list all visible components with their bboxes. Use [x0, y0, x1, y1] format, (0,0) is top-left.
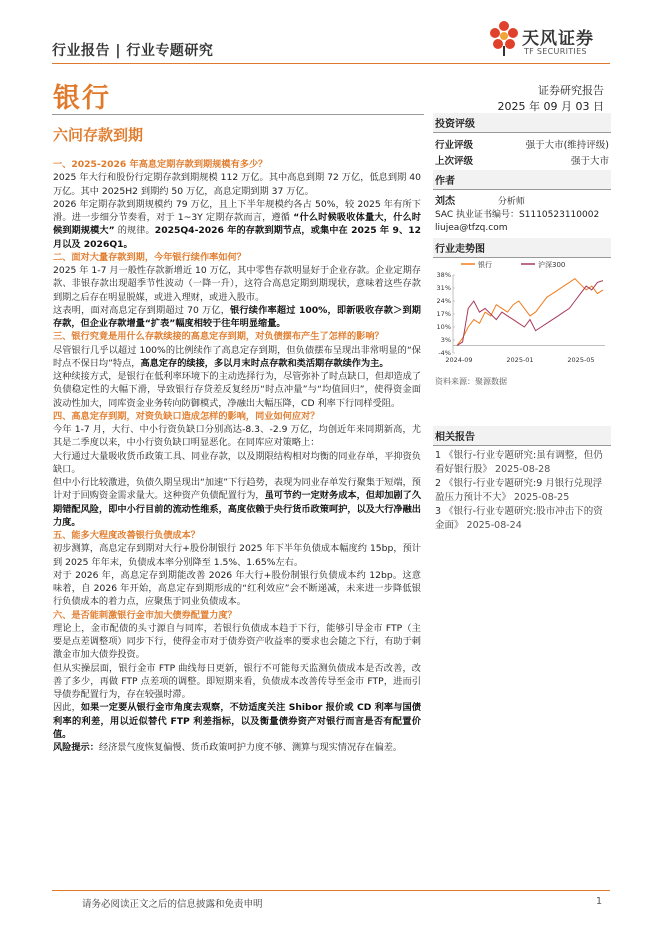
- y-tick-label: 17%: [436, 310, 451, 318]
- body-paragraph: 这种续接方式，是银行在低利率环境下的主动选择行为，尽管弥补了时点缺口，但却造成了负债稳定性的大幅下滑，导致银行存贷差反复经历“时点冲量”与“均值回归”，使得资金面波动性加大，同库资金业务转向防御模式，净融出大幅压降，CD 利率下行同样受阻。: [53, 371, 421, 409]
- body-paragraph: [53, 304, 421, 331]
- body-paragraph: [53, 701, 421, 741]
- legend-label: 银行: [478, 261, 492, 269]
- author-block: [433, 170, 611, 235]
- chart-source: 资料来源：聚源数据: [435, 377, 507, 386]
- trend-header: 行业走势图: [433, 238, 611, 258]
- header-divider: [52, 63, 610, 64]
- report-category: 行业报告 | 行业专题研究: [52, 43, 214, 59]
- section-heading: 二、面对大量存款到期，今年银行续作率如何？: [53, 251, 246, 263]
- body-paragraph: [53, 344, 421, 371]
- body-paragraph: [53, 476, 421, 529]
- author-header: 作者: [433, 170, 611, 190]
- logo-name: 天风证券: [522, 29, 594, 49]
- section-heading: 三、银行究竟是用什么存款续接的高息定存到期，对负债摆布产生了怎样的影响？: [53, 331, 384, 343]
- emphasis-text: 银行续作率超过 100%，即新吸收存款＞到期存款，但企业存款增量“扩表”幅度相较于往年明显缩量。: [53, 304, 421, 329]
- related-header: 相关报告: [433, 426, 611, 446]
- rating-value: 强于大市: [570, 156, 609, 167]
- related-block: [433, 426, 611, 533]
- author-email[interactable]: liujea@tfzq.com: [435, 223, 508, 233]
- rating-row-previous: [433, 152, 611, 168]
- x-tick-label: 2025-05: [567, 356, 595, 364]
- report-type: 证券研究报告: [538, 84, 604, 97]
- page-title: 六问存款到期: [53, 126, 144, 144]
- x-tick-label: 2024-09: [445, 356, 473, 364]
- footer-disclaimer: 请务必阅读正文之后的信息披露和免责申明: [82, 899, 263, 910]
- paragraph-text: 2026 年定期存款到期规模约 79 万亿，且上下半年规模约各占 50%，较 2025 年有所下滑。进一步细分节奏看，对于 1~3Y 定期存款而言，遵循: [53, 198, 421, 223]
- report-body: [53, 158, 421, 754]
- related-report[interactable]: 2 《银行-行业专题研究:9 月银行兑现浮盈压力预计不大》 2025-08-25: [435, 478, 603, 503]
- body-paragraph: [53, 741, 421, 754]
- rating-header: 投资评级: [433, 113, 611, 133]
- section-heading: 一、2025-2026 年高息定期存款到期规模有多少？: [53, 159, 268, 170]
- emphasis-text: 2025Q4-2026 年的存款到期节点，或集中在 2025 年 9、12 月以及 2026Q1。: [53, 225, 422, 250]
- emphasis-text: 高息定存的续接，多以月末时点存款和类活期存款续作为主。: [140, 357, 389, 369]
- paragraph-text: 的规律。: [114, 225, 155, 237]
- paragraph-text: 因此，: [53, 702, 81, 714]
- page-number: 1: [596, 896, 603, 907]
- logo-english: TF SECURITIES: [524, 47, 587, 56]
- paragraph-text: 但中小行比较激进，负债久期呈现出“加速”下行趋势，表现为同业存单发行聚集于短端，预计对于回购资金需求量大。这种资产负债配置行为，: [53, 477, 421, 502]
- logo-flower-icon: [488, 18, 520, 58]
- trend-chart-svg: [433, 255, 611, 365]
- trend-chart: [433, 255, 611, 365]
- sector-title: 银行: [53, 83, 111, 114]
- body-paragraph: 但从实操层面，银行金市 FTP 曲线每日更新，银行不可能每天监测负债成本是否改善，改善了多少，再做 FTP 点差项的调整。即短期来看，负债成本改善传导至金市 FTP，进而引导债券配置行为，存在较强时滞。: [53, 662, 421, 700]
- body-paragraph: 理论上，金市配债的头寸源自与同库，若银行负债成本趋于下行，能够引导金市 FTP（主要是点差调整项）同步下行，使得金市对于债券资产收益率的要求也会随之下行，有助于刺激金市加大债券投资。: [53, 622, 421, 661]
- emphasis-text: 虽可节约一定财务成本，但却加剧了久期错配风险，即中小行目前的流动性维系，高度依赖于央行货币政策呵护，以及大行净融出力度。: [53, 490, 422, 528]
- tf-securities-logo: [488, 18, 613, 62]
- related-report[interactable]: 3 《银行-行业专题研究:股市冲击下的资金面》 2025-08-24: [435, 506, 603, 531]
- y-tick-label: -4%: [438, 349, 451, 357]
- author-name: 刘杰: [435, 196, 455, 207]
- rating-value: 强于大市(维持评级): [525, 140, 609, 151]
- author-sac: SAC 执业证书编号：S1110523110002: [435, 210, 600, 220]
- emphasis-text: “什么时候吸收体量大，什么时候到期规模大”: [53, 212, 421, 237]
- series-line-csi300: [457, 281, 603, 346]
- body-paragraph: 今年 1-7 月，大行、中小行资负缺口分别高达-8.3、-2.9 万亿，均创近年来同期新高，尤其是二季度以来，中小行资负缺口明显恶化。在同库应对策略上：: [53, 424, 421, 449]
- body-paragraph: 初步测算，高息定存到期对大行+股份制银行 2025 年下半年负债成本幅度约 15bp，预计到 2025 年年末，负债成本率分别降至 1.5%、1.65%左右。: [53, 543, 421, 568]
- series-line-bank: [457, 279, 603, 346]
- rating-label: 上次评级: [435, 156, 474, 167]
- y-tick-label: 38%: [436, 271, 451, 279]
- paragraph-text: 经济景气度恢复偏慢、货币政策呵护力度不够、测算与现实情况存在偏差。: [98, 742, 403, 753]
- body-paragraph: 对于 2026 年，高息定存到期能改善 2026 年大行+股份制银行负债成本约 12bp。这意味着，自 2026 年开始，高息定存到期形成的“红利效应”会不断递减，未来进一步降低银行负债成本的着力点，应聚焦于同业负债成本。: [53, 569, 421, 608]
- rating-label: 行业评级: [435, 140, 474, 151]
- emphasis-text: 如果一定要从银行金市角度去观察，不妨适度关注 Shibor 报价或 CD 利率与国债利率的利差，用以近似替代 FTP 利差指标，以及衡量债券资产对银行而言是否有配置价值。: [53, 702, 421, 740]
- legend-label: 沪深300: [538, 261, 566, 269]
- body-paragraph: 2025 年大行和股份行定期存款到期规模 112 万亿。其中高息到期 72 万亿，低息到期 40 万亿。其中 2025H2 到期约 50 万亿，高息定期到期 37 万亿。: [53, 172, 421, 197]
- report-date: 2025 年 09 月 03 日: [497, 100, 604, 113]
- rating-block: [433, 113, 611, 168]
- paragraph-text: 尽管银行几乎以超过 100%的比例续作了高息定存到期，但负债摆布呈现出非常明显的“保时点不保日均”特点，: [53, 344, 421, 369]
- footer-divider: [52, 890, 610, 891]
- body-paragraph: 大行通过大量吸收货币政策工具、同业存款，以及期限结构相对均衡的同业存单，平抑资负缺口。: [53, 450, 421, 475]
- paragraph-text: 这表明，面对高息定存到期超过 70 万亿，: [53, 304, 231, 316]
- emphasis-text: 风险提示：: [53, 742, 99, 753]
- y-tick-label: 10%: [436, 323, 451, 331]
- sector-divider: [52, 114, 424, 115]
- section-heading: 六、是否能刺激银行金市加大债券配置力度？: [53, 609, 237, 621]
- rating-row-industry: [433, 136, 611, 152]
- y-tick-label: 31%: [436, 284, 451, 292]
- section-heading: 四、高息定存到期，对资负缺口造成怎样的影响，同业如何应对？: [53, 410, 320, 422]
- author-role: 分析师: [497, 197, 525, 207]
- body-paragraph: [53, 198, 421, 251]
- y-tick-label: 24%: [436, 297, 451, 305]
- body-paragraph: 2025 年 1-7 月一般性存款新增近 10 万亿，其中零售存款明显好于企业存款。企业定期存款、非银存款出现超季节性波动（一降一升），这符合高息定期到期现状，意味着这些存款到期之后存在明显脱媒，或进入理财，或进入股市。: [53, 265, 421, 303]
- related-report[interactable]: 1 《银行-行业专题研究:虽有调整，但仍看好银行股》 2025-08-28: [435, 450, 603, 475]
- section-heading: 五、能多大程度改善银行负债成本？: [53, 530, 200, 541]
- x-tick-label: 2025-01: [506, 356, 534, 364]
- y-tick-label: 3%: [440, 336, 451, 344]
